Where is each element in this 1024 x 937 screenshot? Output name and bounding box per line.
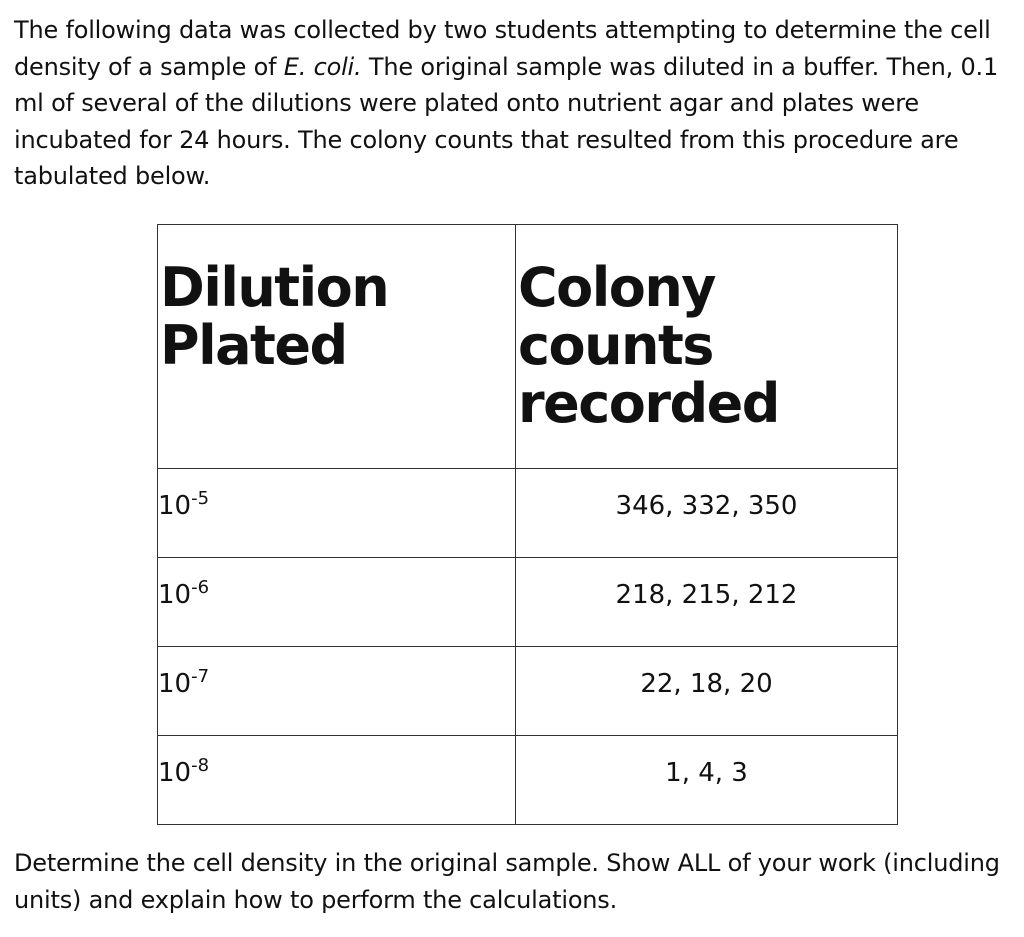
dilution-cell xyxy=(158,558,516,647)
table-header-row xyxy=(158,225,898,469)
header-counts-line-2: counts xyxy=(518,314,713,377)
table-row xyxy=(158,647,898,736)
dilution-base: 10 xyxy=(158,669,192,699)
question-prompt: Determine the cell density in the original sample. Show ALL of your work (including units) and explain how to perform the calculations. xyxy=(14,849,1000,914)
dilution-exponent: -7 xyxy=(191,666,210,687)
dilution-base: 10 xyxy=(158,758,192,788)
colony-count-cell: 1, 4, 3 xyxy=(516,736,898,825)
dilution-base: 10 xyxy=(158,491,192,521)
dilution-exponent: -5 xyxy=(191,488,210,509)
dilution-cell xyxy=(158,647,516,736)
table-row xyxy=(158,558,898,647)
table-row xyxy=(158,736,898,825)
dilution-exponent: -6 xyxy=(191,577,210,598)
colony-count-cell: 218, 215, 212 xyxy=(516,558,898,647)
dilution-cell xyxy=(158,469,516,558)
intro-text-2: The original sample was diluted in a buffer. Then, 0.1 ml of several of the dilutions were plated onto nutrient agar and plates were incubated for 24 hours. The colony counts that resulted from this procedure are tabulated below. xyxy=(14,52,999,190)
header-counts-line-3: recorded xyxy=(518,372,779,435)
header-dilution-line-1: Dilution xyxy=(160,256,389,319)
colony-count-table xyxy=(157,224,898,825)
table-row xyxy=(158,469,898,558)
header-dilution-plated xyxy=(158,225,516,469)
dilution-exponent: -8 xyxy=(191,755,210,776)
dilution-cell xyxy=(158,736,516,825)
header-counts-line-1: Colony xyxy=(518,256,715,319)
intro-text-1: The following data was collected by two students attempting to determine the cell density of a sample of xyxy=(14,16,991,81)
colony-count-cell: 22, 18, 20 xyxy=(516,647,898,736)
colony-count-cell: 346, 332, 350 xyxy=(516,469,898,558)
organism-name: E. coli. xyxy=(283,52,362,81)
dilution-base: 10 xyxy=(158,580,192,610)
intro-paragraph xyxy=(14,12,1018,195)
header-dilution-line-2: Plated xyxy=(160,314,347,377)
header-colony-counts xyxy=(516,225,898,469)
